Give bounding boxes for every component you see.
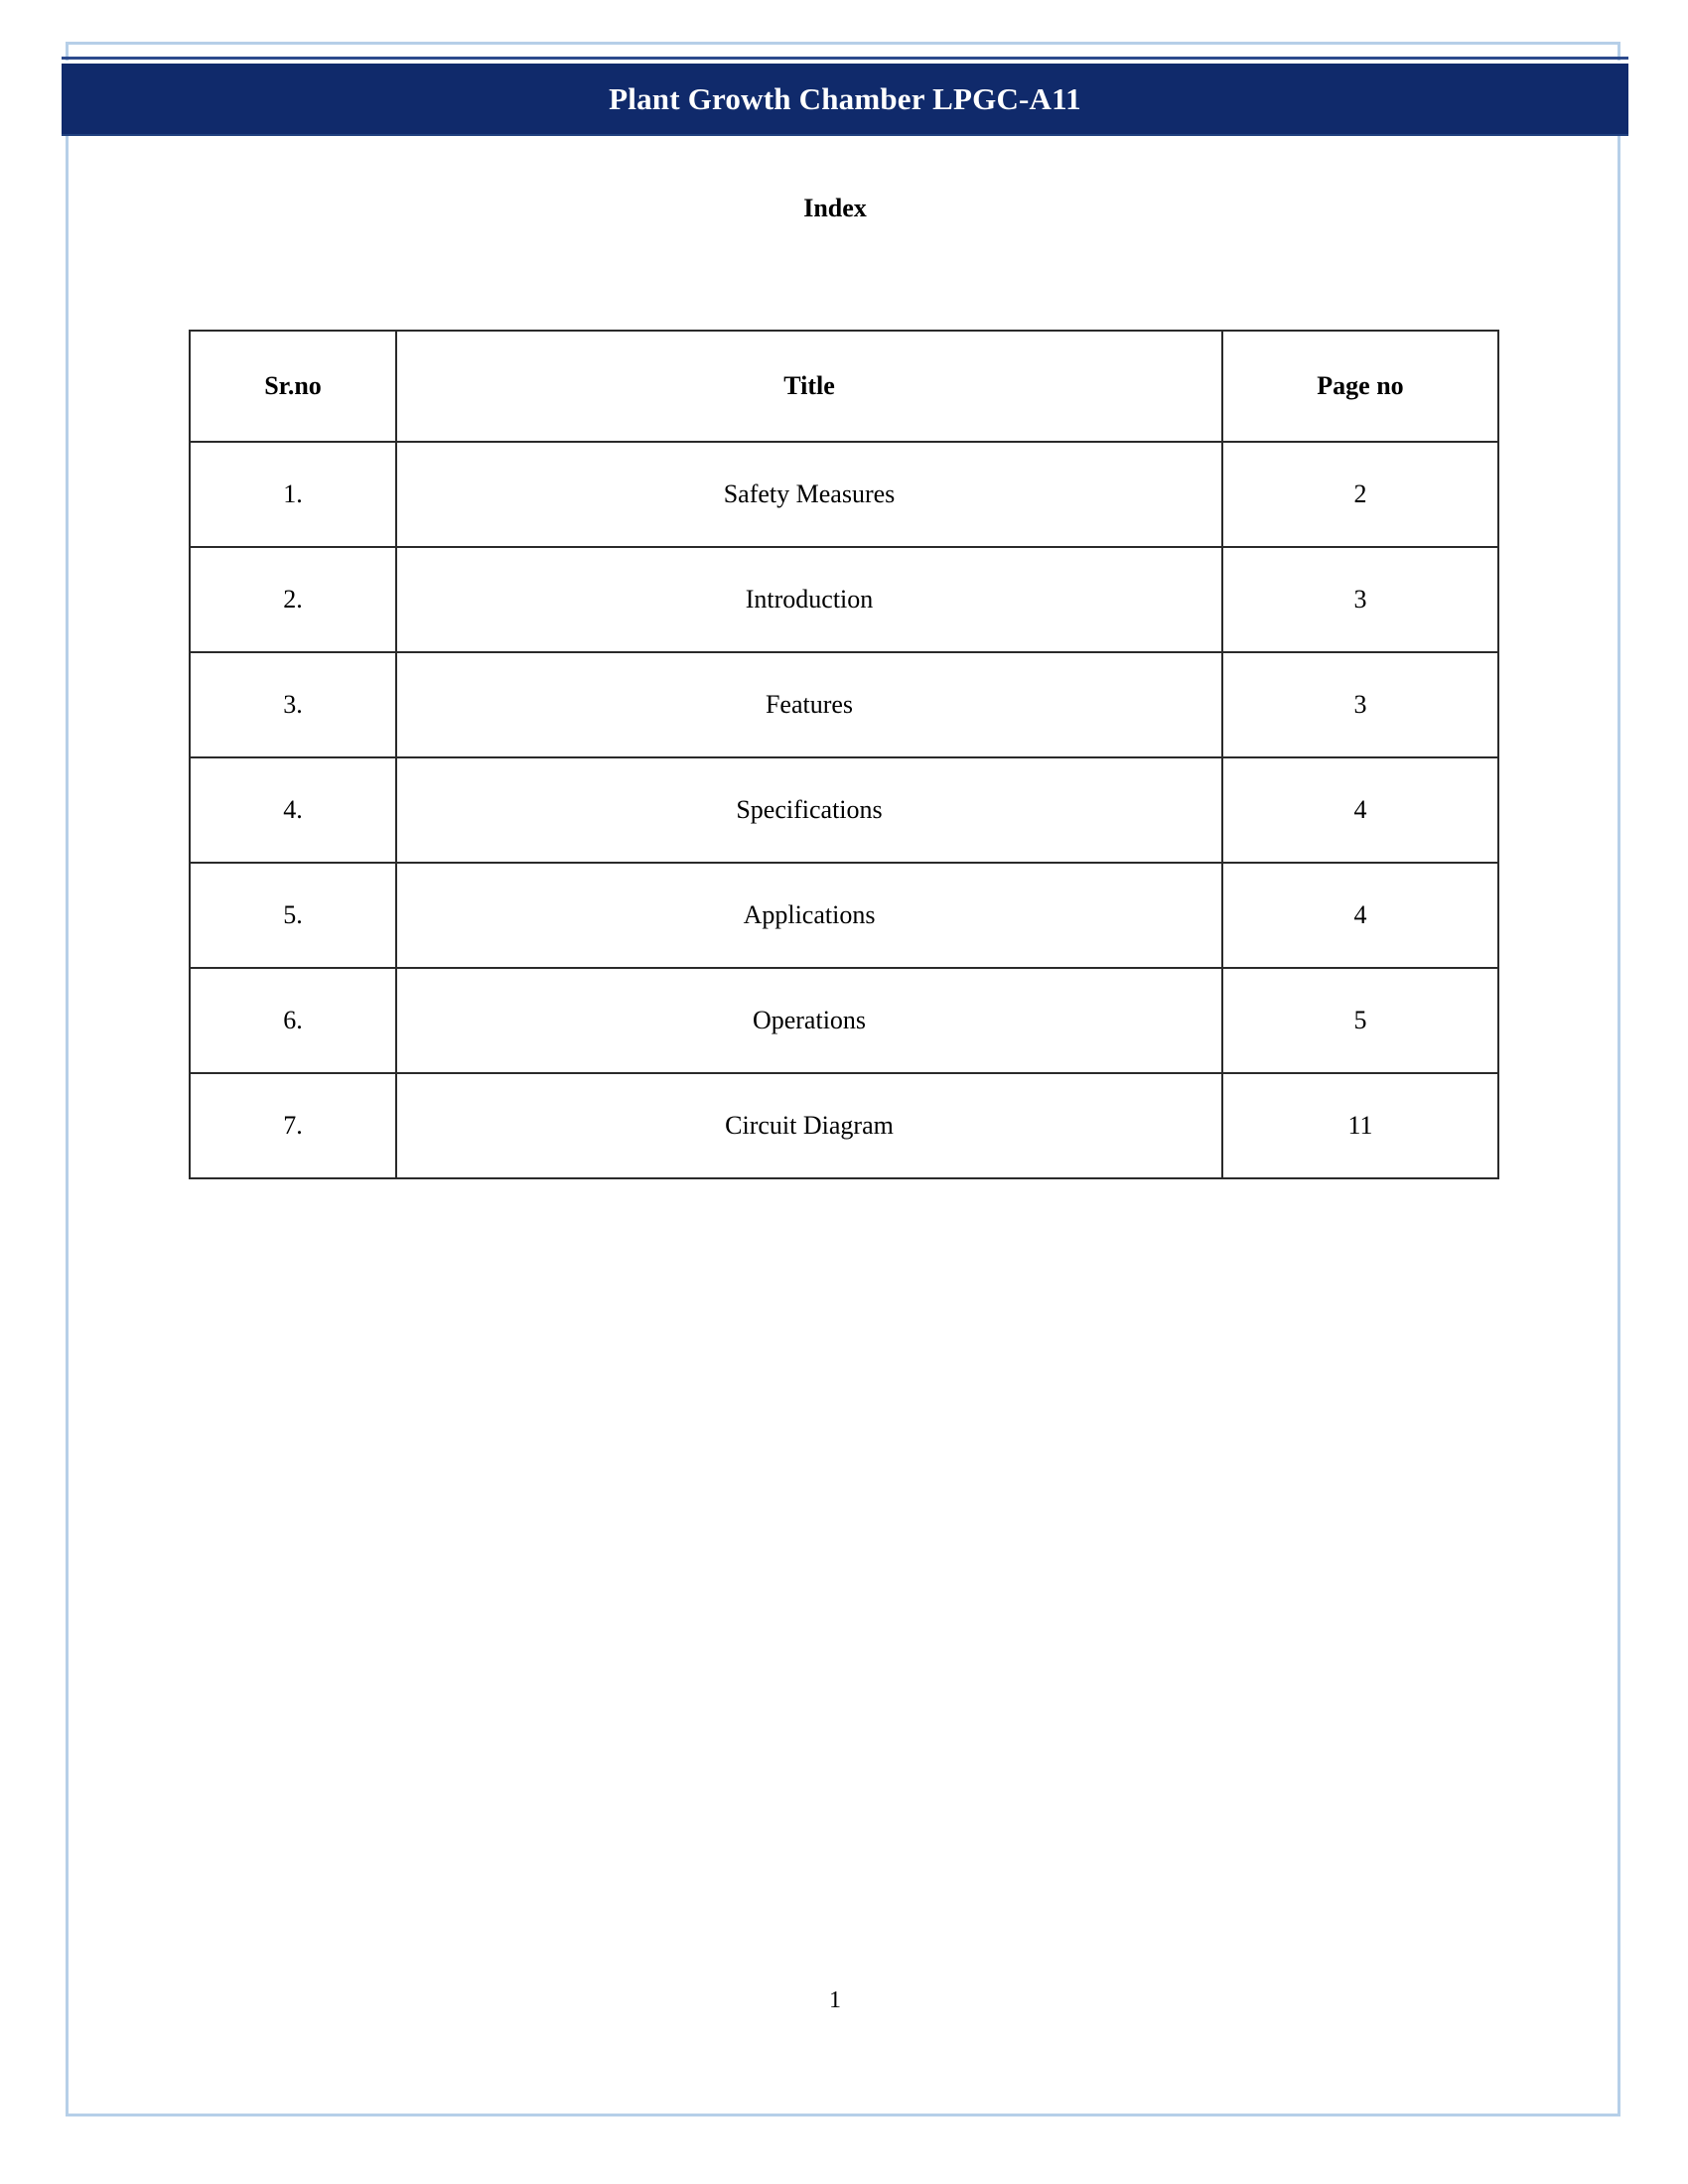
cell-page: 2 — [1222, 442, 1498, 547]
document-title: Plant Growth Chamber LPGC-A11 — [609, 80, 1081, 116]
cell-srno: 2. — [190, 547, 396, 652]
cell-page: 5 — [1222, 968, 1498, 1073]
cell-page: 11 — [1222, 1073, 1498, 1178]
table-row — [190, 547, 1498, 652]
index-heading-text: Index — [803, 194, 867, 222]
cell-title: Safety Measures — [396, 442, 1222, 547]
cell-srno: 1. — [190, 442, 396, 547]
cell-title: Circuit Diagram — [396, 1073, 1222, 1178]
table-row — [190, 863, 1498, 968]
column-header-title: Title — [396, 331, 1222, 442]
cell-srno: 7. — [190, 1073, 396, 1178]
cell-page: 3 — [1222, 547, 1498, 652]
index-heading — [0, 194, 1688, 223]
table-row — [190, 757, 1498, 863]
cell-title: Specifications — [396, 757, 1222, 863]
table-row — [190, 968, 1498, 1073]
page-number-value: 1 — [829, 1987, 841, 2013]
cell-title: Features — [396, 652, 1222, 757]
table-row — [190, 652, 1498, 757]
cell-page: 3 — [1222, 652, 1498, 757]
page-number-footer — [0, 1987, 1688, 2014]
cell-title: Operations — [396, 968, 1222, 1073]
cell-srno: 4. — [190, 757, 396, 863]
column-header-page: Page no — [1222, 331, 1498, 442]
index-table-container — [189, 330, 1497, 1179]
table-header-row — [190, 331, 1498, 442]
cell-page: 4 — [1222, 757, 1498, 863]
cell-title: Introduction — [396, 547, 1222, 652]
cell-srno: 6. — [190, 968, 396, 1073]
header-top-rule — [62, 57, 1628, 60]
table-row — [190, 1073, 1498, 1178]
table-row — [190, 442, 1498, 547]
document-header-banner — [62, 61, 1628, 136]
cell-page: 4 — [1222, 863, 1498, 968]
index-table-body — [190, 442, 1498, 1178]
cell-title: Applications — [396, 863, 1222, 968]
cell-srno: 5. — [190, 863, 396, 968]
cell-srno: 3. — [190, 652, 396, 757]
index-table-head — [190, 331, 1498, 442]
index-table — [189, 330, 1499, 1179]
column-header-srno: Sr.no — [190, 331, 396, 442]
